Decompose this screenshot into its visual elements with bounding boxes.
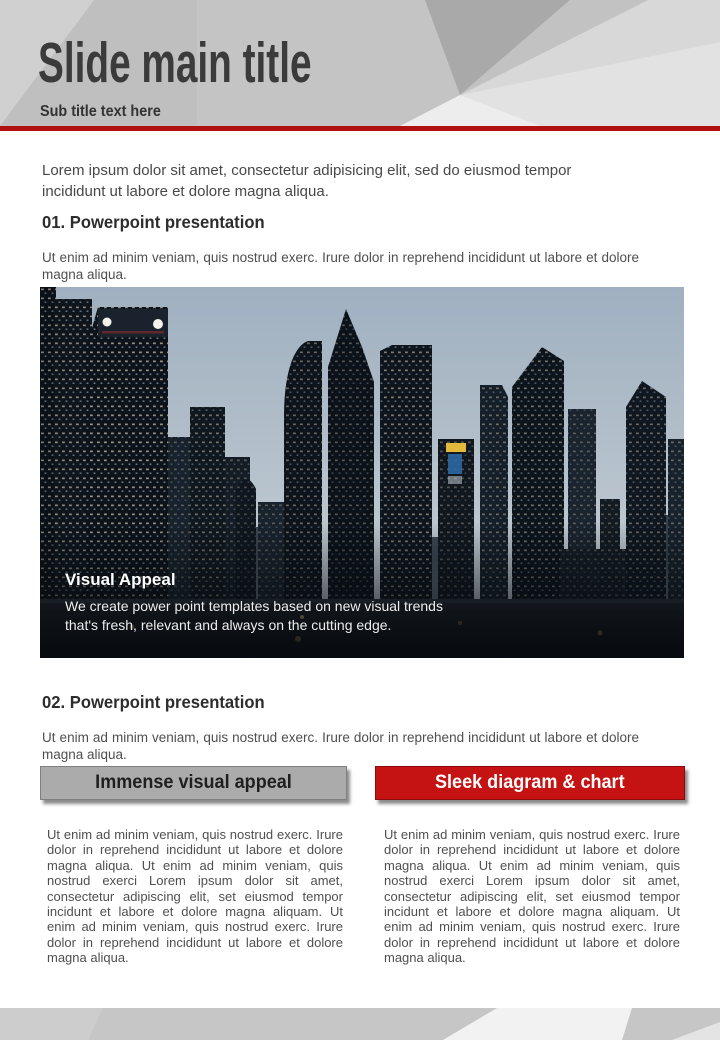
red-accent-line bbox=[0, 126, 720, 131]
section2-body: Ut enim ad minim veniam, quis nostrud exerc. Irure dolor in reprehend incididunt ut labore et dolore magna aliqua. bbox=[42, 729, 639, 762]
photo-caption-title: Visual Appeal bbox=[65, 570, 176, 589]
header bbox=[0, 0, 720, 131]
slide-title: Slide main title bbox=[38, 31, 312, 95]
footer bbox=[0, 1008, 720, 1040]
photo-caption-line2: that's fresh, relevant and always on the cutting edge. bbox=[65, 616, 392, 633]
sleek-diagram-chart-button[interactable] bbox=[375, 766, 685, 800]
immense-visual-appeal-button[interactable] bbox=[40, 766, 347, 800]
intro-paragraph: Lorem ipsum dolor sit amet, consectetur adipisicing elit, sed do eiusmod tempor incididunt ut labore et dolore magna aliqua. bbox=[42, 162, 572, 200]
section1-body: Ut enim ad minim veniam, quis nostrud exerc. Irure dolor in reprehend incididunt ut labore et dolore magna aliqua. bbox=[42, 249, 639, 282]
sleek-diagram-chart-button-label: Sleek diagram & chart bbox=[435, 772, 625, 793]
section1-heading: 01. Powerpoint presentation bbox=[42, 212, 265, 232]
immense-visual-appeal-button-label: Immense visual appeal bbox=[95, 772, 292, 793]
city-skyline-photo bbox=[40, 287, 684, 658]
right-text-column: Ut enim ad minim veniam, quis nostrud exerc. Irure dolor in reprehend incididunt ut labore et dolore magna aliqua. Ut enim ad minim veniam, quis nostrud exerci Lorem ipsum dolor sit amet, consectetur adipiscing elit, set eiusmod tempor incidunt et labore et dolore magna aliquam. Ut enim ad minim veniam, quis nostrud exerc. Irure dolor in reprehend incididunt ut labore et dolore magna aliqua. bbox=[384, 827, 680, 966]
slide-subtitle: Sub title text here bbox=[40, 103, 161, 120]
left-text-column: Ut enim ad minim veniam, quis nostrud exerc. Irure dolor in reprehend incididunt ut labore et dolore magna aliqua. Ut enim ad minim veniam, quis nostrud exerci Lorem ipsum dolor sit amet, consectetur adipiscing elit, set eiusmod tempor incidunt et labore et dolore magna aliquam. Ut enim ad minim veniam, quis nostrud exerc. Irure dolor in reprehend incididunt ut labore et dolore magna aliqua. bbox=[47, 827, 343, 966]
photo-caption bbox=[65, 570, 443, 634]
footer-polygon-background bbox=[0, 1008, 720, 1040]
section2-heading: 02. Powerpoint presentation bbox=[42, 692, 265, 712]
photo-caption-line1: We create power point templates based on new visual trends bbox=[65, 598, 443, 614]
